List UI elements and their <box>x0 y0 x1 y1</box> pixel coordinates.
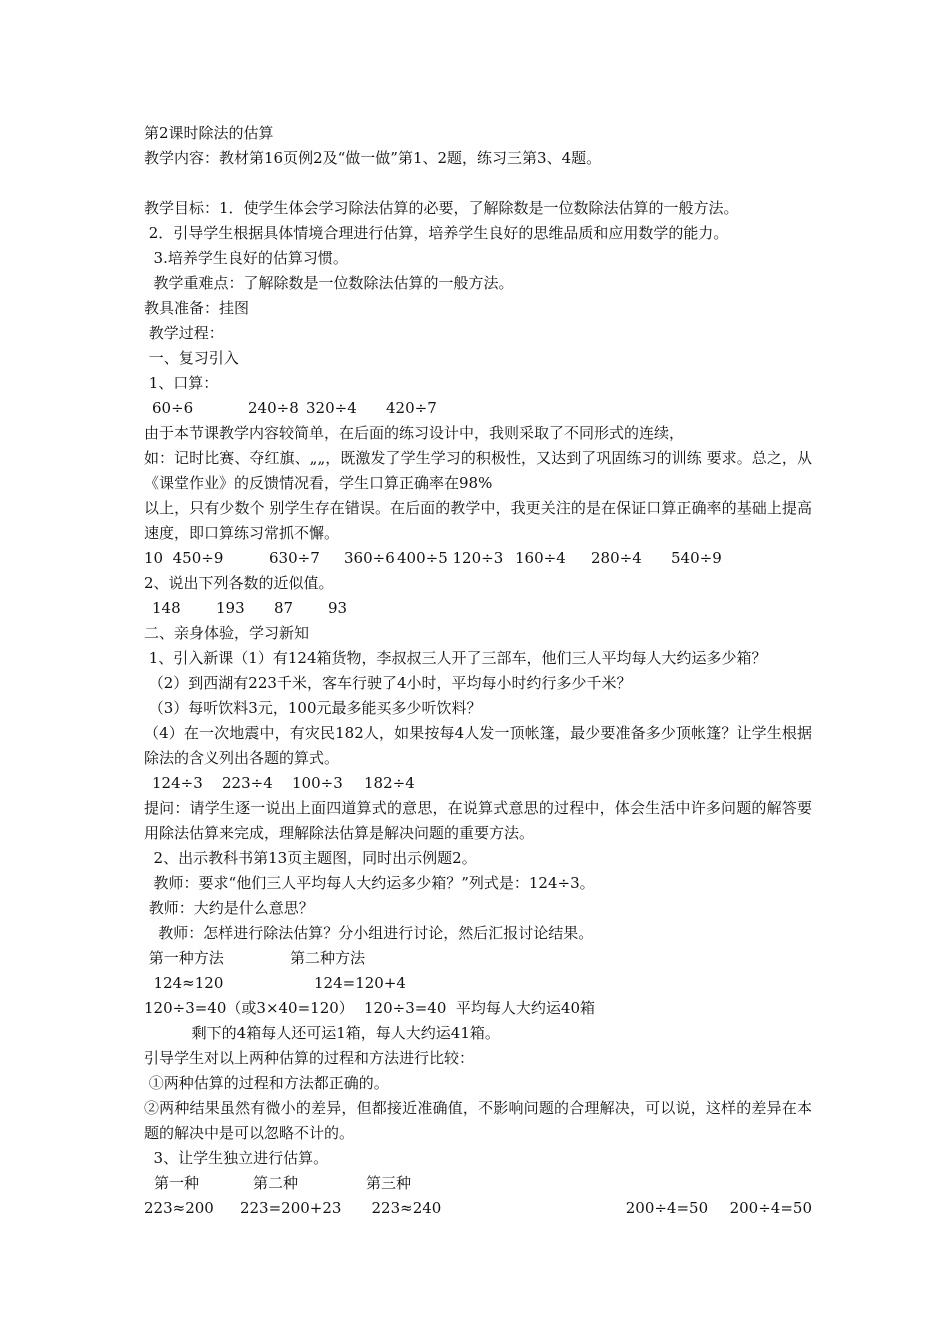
method-cell: 120÷3=40 平均每人大约运40箱 <box>364 999 596 1017</box>
expression-item: 223÷4 <box>222 774 273 792</box>
oral-item: 10 450÷9 <box>144 549 224 567</box>
note-line-1: 由于本节课教学内容较简单，在后面的练习设计中，我则采取了不同形式的连续， <box>144 424 685 442</box>
method-header: 第二种方法 <box>290 949 366 967</box>
teacher-line-3: 教师：怎样进行除法估算？分小组进行讨论，然后汇报讨论结果。 <box>144 924 594 942</box>
step-2: 2、出示教科书第13页主题图，同时出示例题2。 <box>144 849 477 867</box>
oral-item: 630÷7 <box>269 549 320 567</box>
process-label: 教学过程： <box>144 324 224 342</box>
oral-item: 420÷7 <box>386 399 437 417</box>
goal-2: 2．引导学生根据具体情境合理进行估算，培养学生良好的思维品质和应用数学的能力。 <box>144 224 729 242</box>
way-row <box>144 1196 812 1221</box>
oral-item: 280÷4 <box>591 549 642 567</box>
note-line-2: 如：记时比赛、夺红旗、„„，既激发了学生学习的积极性，又达到了巩固练习的训练 要求。总之，从《课堂作业》的反馈情况看，学生口算正确率在98% <box>144 449 812 492</box>
oral-items-row <box>144 396 812 421</box>
question-prompt: 提问：请学生逐一说出上面四道算式的意思，在说算式意思的过程中，体会生活中许多问题的解答要用除法估算来完成，理解除法估算是解决问题的重要方法。 <box>144 799 812 842</box>
way-cell: 200÷4=50 <box>625 1199 709 1217</box>
expression-item: 124÷3 <box>152 774 203 792</box>
teacher-line-2: 教师：大约是什么意思？ <box>144 899 314 917</box>
method-cell: 124≈120 <box>144 974 224 992</box>
question-4: （4）在一次地震中，有灾民182人，如果按每4人发一顶帐篷，最少要准备多少顶帐篷？让学生根据除法的含义列出各题的算式。 <box>144 724 812 767</box>
approx-item: 93 <box>328 599 348 617</box>
way-header: 第一种 <box>154 1174 200 1192</box>
way-cell: 200÷4=50 <box>729 1199 812 1217</box>
expression-item: 100÷3 <box>292 774 343 792</box>
oral-item: 60÷6 <box>152 399 194 417</box>
way-cell: 223≈240 <box>371 1199 442 1217</box>
method-row-3: 剩下的4箱每人还可运1箱，每人大约运41箱。 <box>144 1024 500 1042</box>
method-header-row <box>144 946 812 971</box>
method-row-2 <box>144 996 812 1021</box>
method-cell: 120÷3=40（或3×40=120） <box>144 999 354 1017</box>
teaching-tools: 教具准备：挂图 <box>144 299 250 317</box>
oral-label: 1、口算： <box>144 374 219 392</box>
compare-prompt: 引导学生对以上两种估算的过程和方法进行比较： <box>144 1049 475 1067</box>
section-new: 二、亲身体验，学习新知 <box>144 624 310 642</box>
oral-item: 540÷9 <box>671 549 722 567</box>
question-2: （2）到西湖有223千米，客车行驶了4小时，平均每小时约行多少千米？ <box>144 674 632 692</box>
question-3: （3）每听饮料3元，100元最多能买多少听饮料？ <box>144 699 482 717</box>
teaching-content: 教学内容：教材第16页例2及“做一做”第1、2题，练习三第3、4题。 <box>144 149 602 167</box>
oral-item: 160÷4 <box>515 549 566 567</box>
approx-items-row <box>144 596 812 621</box>
approx-item: 148 <box>152 599 181 617</box>
approx-item: 87 <box>274 599 294 617</box>
question-1: 1、引入新课（1）有124箱货物，李叔叔三人开了三部车，他们三人平均每人大约运多少箱？ <box>144 649 767 667</box>
teacher-line-1: 教师：要求“他们三人平均每人大约运多少箱？”列式是：124÷3。 <box>144 874 595 892</box>
blank-line <box>144 171 812 196</box>
key-point: 教学重难点：了解除数是一位数除法估算的一般方法。 <box>144 274 514 292</box>
method-row-1 <box>144 971 812 996</box>
step-3: 3、让学生独立进行估算。 <box>144 1149 329 1167</box>
document-page <box>144 121 812 1221</box>
expression-item: 182÷4 <box>364 774 415 792</box>
oral-items-row-2 <box>144 546 812 571</box>
way-cell: 223≈200 <box>144 1199 214 1217</box>
oral-item: 240÷8 <box>248 399 299 417</box>
method-cell: 124=120+4 <box>314 974 406 992</box>
way-header-row <box>144 1171 812 1196</box>
approx-item: 193 <box>216 599 245 617</box>
oral-item: 360÷6 <box>344 549 395 567</box>
way-header: 第三种 <box>366 1174 412 1192</box>
method-header: 第一种方法 <box>144 949 224 967</box>
goal-3: 3.培养学生良好的估算习惯。 <box>144 249 348 267</box>
approx-label: 2、说出下列各数的近似值。 <box>144 574 334 592</box>
way-cell: 223=200+23 <box>239 1199 342 1217</box>
section-review: 一、复习引入 <box>144 349 239 367</box>
goal-1: 教学目标：1．使学生体会学习除法估算的必要，了解除数是一位数除法估算的一般方法。 <box>144 199 739 217</box>
way-header: 第二种 <box>253 1174 299 1192</box>
lesson-title: 第2课时除法的估算 <box>144 124 274 142</box>
oral-item: 320÷4 <box>306 399 357 417</box>
compare-point-1: ①两种估算的过程和方法都正确的。 <box>144 1074 389 1092</box>
compare-point-2: ②两种结果虽然有微小的差异，但都接近准确值，不影响问题的合理解决，可以说，这样的差异在本题的解决中是可以忽略不计的。 <box>144 1099 812 1142</box>
expression-row <box>144 771 812 796</box>
note-line-3: 以上，只有少数个 别学生存在错误。在后面的教学中，我更关注的是在保证口算正确率的基础上提高速度，即口算练习常抓不懈。 <box>144 499 812 542</box>
oral-item: 400÷5 120÷3 <box>397 549 504 567</box>
